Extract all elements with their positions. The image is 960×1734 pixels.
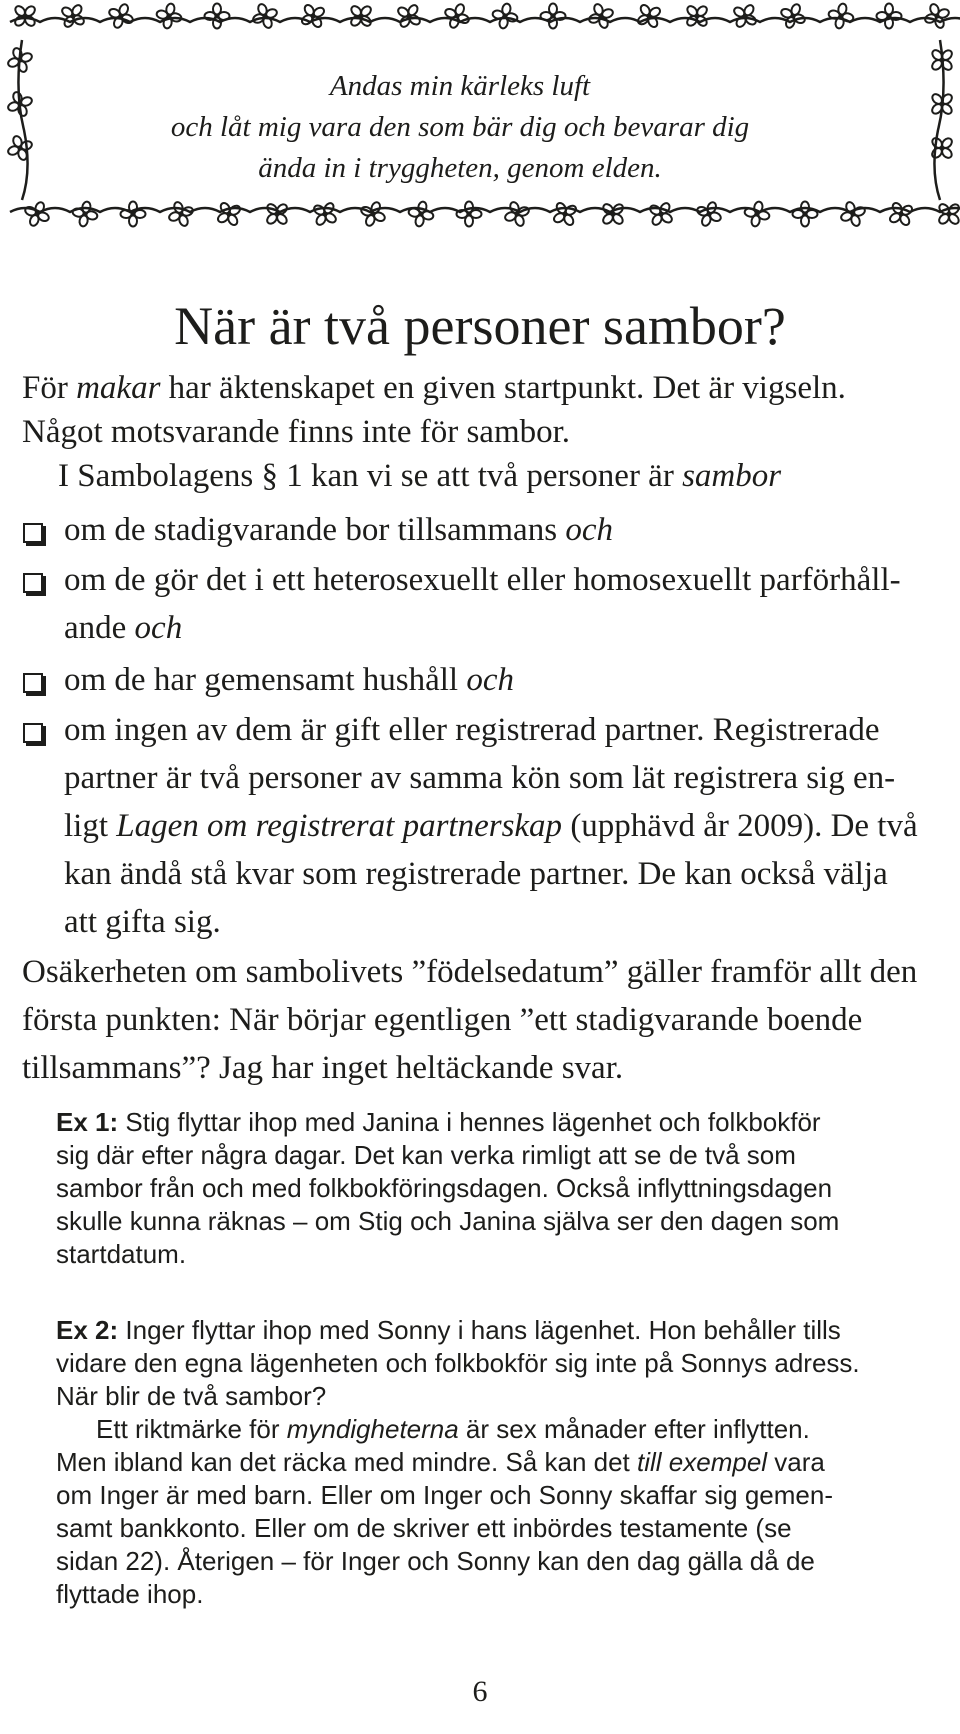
checkbox-icon	[23, 523, 43, 543]
flower-ornament-icon	[408, 201, 434, 227]
example-2-line-7: samt bankkonto. Eller om de skriver ett inbördes testamente (se	[56, 1513, 792, 1543]
example-text: vara	[767, 1447, 825, 1477]
uncertainty-line-3: tillsammans”? Jag har inget heltäckande svar.	[22, 1050, 624, 1086]
example-1-line-1	[56, 1106, 940, 1139]
example-text: Ett riktmärke för	[96, 1414, 287, 1444]
example-1-label: Ex 1:	[56, 1107, 119, 1137]
flower-ornament-icon	[793, 202, 818, 227]
flower-ornament-icon	[349, 4, 373, 28]
example-2-line-9: flyttade ihop.	[56, 1579, 204, 1609]
flower-ornament-icon	[72, 201, 98, 227]
checklist-item-4-line-2: partner är två personer av samma kön som lät registrera sig en-	[64, 760, 896, 796]
flower-ornament-icon	[13, 4, 37, 28]
flower-ornament-icon	[588, 3, 614, 29]
flower-ornament-icon	[7, 91, 33, 117]
example-2-line-2: vidare den egna lägenheten och folkbokför sig inte på Sonnys adress.	[56, 1348, 860, 1378]
checklist-item-2-line-1: om de gör det i ett heterosexuellt eller homosexuellt parförhåll-	[64, 562, 901, 598]
flower-ornament-icon	[648, 201, 673, 226]
intro-text: har äktenskapet en given startpunkt. Det är vigseln.	[160, 370, 846, 406]
example-2-line-1	[56, 1314, 940, 1347]
flower-ornament-icon	[7, 47, 33, 73]
checklist-text: om de har gemensamt hushåll	[64, 662, 467, 698]
flower-ornament-icon	[937, 202, 960, 226]
intro-emphasis-makar: makar	[76, 370, 161, 406]
example-text: är sex månader efter inflytten.	[458, 1414, 810, 1444]
example-2-line-8: sidan 22). Återigen – för Inger och Sonny kan den dag gälla då de	[56, 1546, 815, 1576]
poem-line-2: och låt mig vara den som bär dig och bevarar dig	[170, 111, 750, 143]
example-1-line-2: sig där efter några dagar. Det kan verka rimligt att se de två som	[56, 1140, 796, 1170]
flower-ornament-icon	[541, 4, 566, 29]
checklist-item-4-line-5: att gifta sig.	[64, 904, 221, 940]
example-text: Men ibland kan det räcka med mindre. Så kan det	[56, 1447, 637, 1477]
checkbox-icon	[23, 723, 43, 743]
flower-ornament-icon	[252, 3, 278, 29]
flower-ornament-icon	[552, 201, 577, 226]
checklist-text: om de stadigvarande bor tillsammans	[64, 512, 566, 548]
example-2-line-5	[56, 1446, 940, 1479]
example-1-line-4: skulle kunna räknas – om Stig och Janina själva ser den dagen som	[56, 1206, 840, 1236]
flower-ornament-icon	[7, 135, 33, 161]
flower-ornament-icon	[888, 201, 913, 226]
flower-ornament-icon	[360, 201, 386, 227]
checklist-text: (upphävd år 2009). De två	[562, 808, 918, 844]
checklist-item-4-line-4: kan ändå stå kvar som registrerade partner. De kan också välja	[64, 856, 888, 892]
example-1	[56, 1106, 940, 1271]
page-title: När är två personer sambor?	[174, 296, 786, 356]
checklist-och: och	[466, 662, 514, 698]
poem-line-1: Andas min kärleks luft	[329, 70, 591, 102]
flower-ornament-icon	[840, 201, 866, 227]
flower-ornament-icon	[205, 4, 230, 29]
uncertainty-line-2: första punkten: När börjar egentligen ”ett stadigvarande boende	[22, 1002, 863, 1038]
flower-ornament-icon	[168, 201, 194, 227]
flower-ornament-icon	[504, 201, 530, 227]
flower-ornament-icon	[780, 3, 806, 29]
flower-ornament-icon	[396, 3, 421, 28]
flower-ornament-icon	[744, 201, 770, 227]
poem	[60, 66, 860, 189]
checklist-item-2-line-2	[64, 604, 182, 652]
flower-ornament-icon	[457, 202, 482, 227]
example-text: Stig flyttar ihop med Janina i hennes lägenhet och folkbokför	[118, 1107, 821, 1137]
flower-ornament-icon	[24, 201, 50, 227]
checklist-item-1	[64, 506, 613, 554]
flower-ornament-icon	[696, 201, 722, 227]
intro-emphasis-sambor: sambor	[682, 458, 782, 494]
flower-ornament-icon	[156, 3, 182, 29]
uncertainty-line-1: Osäkerheten om sambolivets ”födelsedatum” gäller framför allt den	[22, 954, 918, 990]
flower-ornament-icon	[828, 3, 854, 29]
checklist-item-3	[64, 656, 514, 704]
flower-ornament-icon	[444, 3, 470, 29]
example-text: Inger flyttar ihop med Sonny i hans lägenhet. Hon behåller tills	[118, 1315, 841, 1345]
flower-ornament-icon	[685, 4, 709, 28]
vine-line	[10, 18, 960, 22]
intro-text: I Sambolagens § 1 kan vi se att två personer är	[58, 458, 683, 494]
intro-line-3	[58, 452, 781, 500]
flower-ornament-icon	[601, 202, 625, 226]
poem-line-3: ända in i tryggheten, genom elden.	[258, 152, 662, 184]
flower-ornament-icon	[636, 3, 661, 28]
example-2-line-6: om Inger är med barn. Eller om Inger och Sonny skaffar sig gemen-	[56, 1480, 834, 1510]
flower-ornament-icon	[877, 4, 902, 29]
flower-ornament-icon	[216, 201, 241, 226]
checklist-och: och	[134, 610, 183, 646]
intro-line-1	[22, 364, 846, 412]
checklist-text: ande	[64, 610, 135, 646]
checklist-och: och	[565, 512, 613, 548]
example-2	[56, 1314, 940, 1611]
checklist-item-4-line-1: om ingen av dem är gift eller registrerad partner. Registrerade	[64, 712, 880, 748]
checklist-item-4-line-3	[64, 802, 918, 850]
flower-ornament-icon	[492, 3, 518, 29]
flower-ornament-icon	[300, 3, 325, 28]
flower-ornament-icon	[108, 3, 134, 29]
flower-ornament-icon	[265, 202, 289, 226]
flower-ornament-icon	[930, 136, 954, 160]
flower-ornament-icon	[924, 3, 950, 29]
page-number: 6	[472, 1675, 488, 1708]
example-1-line-5: startdatum.	[56, 1239, 187, 1269]
flower-ornament-icon	[312, 201, 337, 226]
checkbox-icon	[23, 573, 43, 593]
checkbox-icon	[23, 673, 43, 693]
intro-text: För	[22, 370, 77, 406]
example-1-line-3: sambor från och med folkbokföringsdagen. Också inflyttningsdagen	[56, 1173, 833, 1203]
flower-ornament-icon	[60, 3, 85, 28]
example-2-line-3: När blir de två sambor?	[56, 1381, 327, 1411]
checklist-text: ligt	[64, 808, 117, 844]
intro-line-2: Något motsvarande finns inte för sambor.	[22, 414, 571, 450]
flower-ornament-icon	[732, 3, 757, 28]
flower-ornament-icon	[121, 202, 146, 227]
law-title: Lagen om registrerat partnerskap	[116, 808, 563, 844]
example-emphasis: myndigheterna	[286, 1414, 459, 1444]
example-2-line-4	[56, 1413, 940, 1446]
example-emphasis: till exempel	[637, 1447, 768, 1477]
example-2-label: Ex 2:	[56, 1315, 119, 1345]
